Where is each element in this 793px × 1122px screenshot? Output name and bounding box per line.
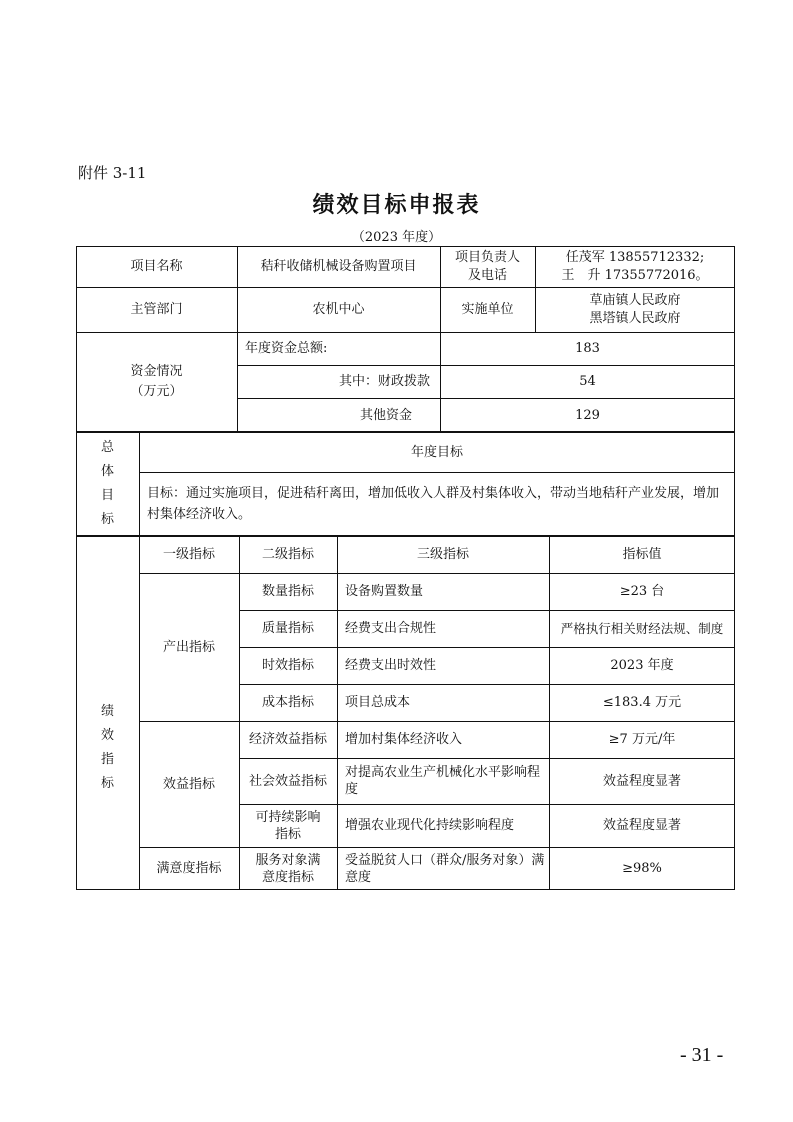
indicators-side-char: 标 [100, 776, 114, 791]
funds-total-value: 183 [575, 341, 600, 356]
table-row-value: ≥7 万元/年 [608, 732, 676, 747]
table-row-third: 设备购置数量 [345, 584, 424, 599]
owner-label [440, 246, 535, 287]
funds-other-label: 其他资金 [359, 407, 412, 423]
goal-header: 年度目标 [410, 444, 463, 460]
table-row-third: 增强农业现代化持续影响程度 [345, 818, 515, 833]
impl-value [535, 287, 735, 332]
funds-label-line2: （万元） [130, 384, 183, 399]
table-row-second: 可持续影响指标 [255, 809, 321, 842]
funds-fiscal-value: 54 [579, 374, 596, 389]
table-row-second: 社会效益指标 [248, 773, 327, 789]
funds-total-label: 年度资金总额: [245, 341, 328, 356]
owner-label-line2: 及电话 [467, 267, 507, 283]
table-row-third: 增加村集体经济收入 [345, 732, 463, 747]
dept-value: 农机中心 [312, 302, 365, 317]
output-indicator-label: 产出指标 [162, 639, 215, 655]
project-name-value: 秸秆收储机械设备购置项目 [260, 259, 417, 274]
table-row-value: 效益程度显著 [602, 773, 681, 789]
indicators-side-char: 效 [100, 728, 114, 743]
dept-label: 主管部门 [130, 302, 183, 317]
table-row-value: 2023 年度 [610, 658, 674, 673]
table-row-value: ≥98% [622, 861, 662, 876]
attachment-label: 附件 3-11 [78, 164, 147, 182]
goal-side-char: 体 [100, 464, 114, 479]
table-row-second: 成本指标 [261, 695, 314, 710]
project-name-label: 项目名称 [130, 259, 183, 274]
table-row-third: 经费支出合规性 [345, 621, 437, 636]
table-row-value: 严格执行相关财经法规、制度 [560, 621, 724, 636]
table-row-second: 数量指标 [261, 584, 314, 599]
table-row-third: 经费支出时效性 [345, 658, 437, 673]
benefit-indicator-label: 效益指标 [162, 776, 215, 792]
col-header-second: 二级指标 [261, 547, 314, 562]
impl-label: 实施单位 [461, 302, 514, 317]
col-header-third: 三级指标 [416, 547, 469, 562]
table-row-second: 质量指标 [261, 621, 314, 636]
table-row-value: ≤183.4 万元 [602, 695, 682, 710]
table-row-third: 受益脱贫人口（群众/服务对象）满意度 [345, 852, 545, 885]
owner-value [535, 246, 735, 287]
funds-fiscal-label: 其中：财政拨款 [338, 374, 430, 389]
table-row-second: 服务对象满意度指标 [255, 852, 321, 885]
table-row-third: 对提高农业生产机械化水平影响程度 [345, 765, 541, 797]
goal-side-char: 目 [100, 488, 114, 503]
col-header-first: 一级指标 [162, 547, 215, 562]
owner-label-line1: 项目负责人 [454, 249, 520, 265]
goal-side-label [76, 432, 139, 536]
indicators-side-char: 指 [100, 752, 114, 767]
page-title: 绩效目标申报表 [312, 193, 481, 218]
page-number: - 31 - [680, 1044, 724, 1066]
owner-value-line1: 任茂军 13855712332; [565, 249, 705, 265]
satisfaction-indicator-label: 满意度指标 [156, 861, 222, 876]
funds-label-line1: 资金情况 [130, 364, 183, 379]
table-row-value: 效益程度显著 [602, 818, 681, 833]
owner-value-line2: 王 升 17355772016。 [561, 267, 709, 283]
impl-value-line1: 草庙镇人民政府 [589, 292, 681, 308]
table-row-second: 时效指标 [261, 658, 314, 673]
funds-label [76, 332, 237, 432]
table-row-second: 经济效益指标 [248, 732, 327, 747]
indicators-side-char: 绩 [100, 704, 114, 719]
goal-side-char: 标 [100, 512, 114, 527]
impl-value-line2: 黑塔镇人民政府 [589, 310, 681, 326]
year-label: （2023 年度） [351, 230, 442, 245]
table-row-value: ≥23 台 [619, 584, 665, 599]
goal-text: 目标：通过实施项目，促进秸秆离田，增加低收入人群及村集体收入，带动当地秸秆产业发展，增加村集体经济收入。 [147, 486, 720, 522]
col-header-value: 指标值 [622, 547, 662, 562]
indicators-side-label [76, 536, 139, 890]
table-row-third: 项目总成本 [345, 695, 411, 710]
funds-other-value: 129 [575, 407, 600, 423]
goal-side-char: 总 [100, 440, 114, 455]
